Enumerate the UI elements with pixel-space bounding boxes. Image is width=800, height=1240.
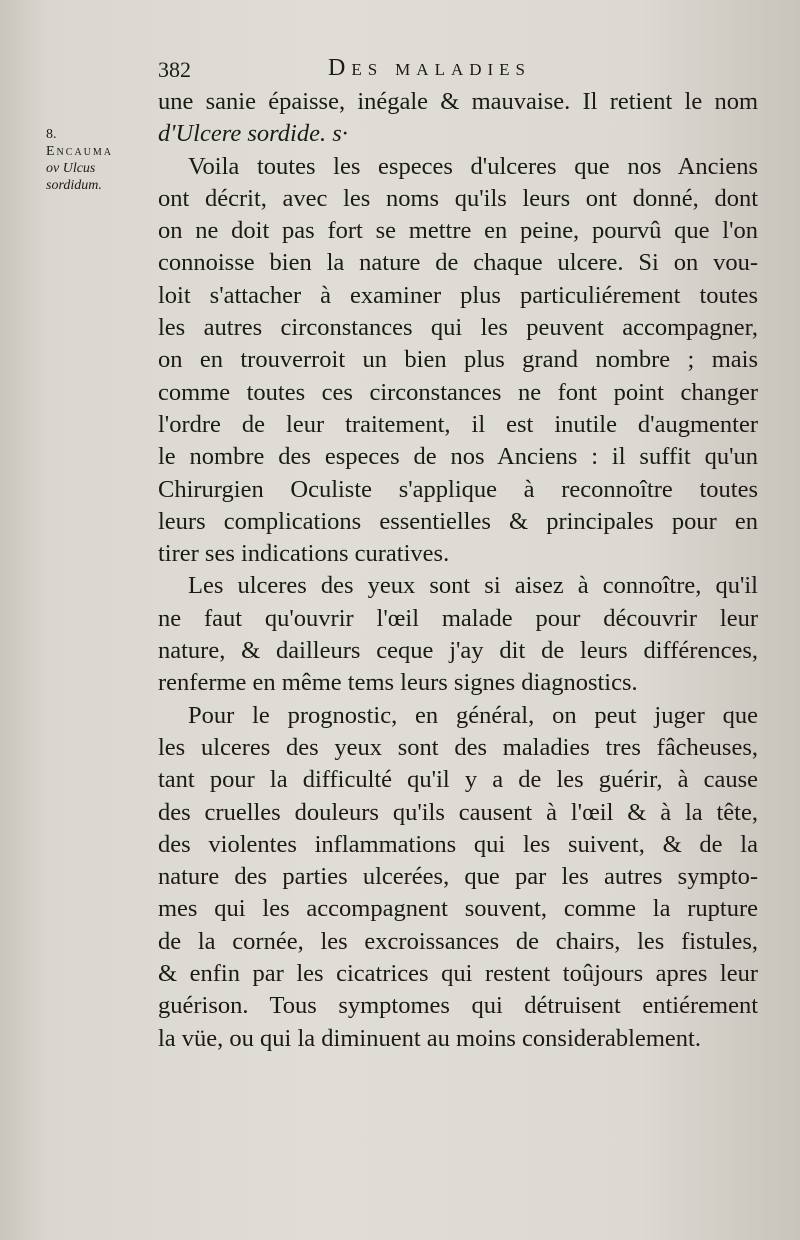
text-line: ont décrit, avec les noms qu'ils leurs ont donné, dont [158,184,758,212]
text-line: les autres circonstances qui les peuvent accompagner, [158,314,758,342]
margin-note-term: Encauma [46,144,113,159]
running-title: Des maladies [328,55,532,81]
text-line: des violentes inflammations qui les suivent, & de la [158,830,758,858]
text-line: l'ordre de leur traitement, il est inutile d'augmenter [158,410,758,438]
text-line: guérison. Tous symptomes qui détruisent entiérement [158,992,758,1020]
text-line: le nombre des especes de nos Anciens : il suffit qu'un [158,443,758,471]
text-line: les ulceres des yeux sont des maladies tres fâcheuses, [158,733,758,761]
text-line: & enfin par les cicatrices qui restent toûjours apres leur [158,960,758,988]
text-line: renferme en même tems leurs signes diagnostics. [158,669,638,697]
text-line: leurs complications essentielles & principales pour en [158,507,758,535]
text-line: loit s'attacher à examiner plus particuliérement toutes [158,281,758,309]
margin-note-latin-1: ov Ulcus [46,161,96,176]
text-line: connoisse bien la nature de chaque ulcere. Si on vou- [158,249,758,277]
paragraph-continuation [158,86,758,151]
paragraph [158,151,758,571]
body-text [158,86,758,1055]
text-line: comme toutes ces circonstances ne font point changer [158,378,758,406]
text-line: tirer ses indications curatives. [158,540,450,568]
text-line: mes qui les accompagnent souvent, comme la rupture [158,895,758,923]
text-line: nature, & dailleurs ceque j'ay dit de leurs différences, [158,637,758,665]
page-number: 382 [158,57,191,82]
text-line: des cruelles douleurs qu'ils causent à l'œil & à la tête, [158,798,758,826]
text-line: on en trouverroit un bien plus grand nombre ; mais [158,346,758,374]
margin-note [46,126,156,194]
margin-note-latin-2: sordidum. [46,178,102,193]
text-line: la vüe, ou qui la diminuent au moins considerablement. [158,1024,701,1052]
text-line: Les ulceres des yeux sont si aisez à connoître, qu'il [188,572,758,600]
text-line: nature des parties ulcerées, que par les autres sympto- [158,863,758,891]
paragraph [158,700,758,1055]
text-line: Chirurgien Oculiste s'applique à reconnoître toutes [158,475,758,503]
running-head [158,55,758,85]
text-line: tant pour la difficulté qu'il y a de les guérir, à cause [158,766,758,794]
text-line-italic [158,118,758,150]
text-line: Pour le prognostic, en général, on peut juger que [188,701,758,729]
italic-term: d'Ulcere sordide. s· [158,120,348,148]
text-line: Voila toutes les especes d'ulceres que nos Anciens [188,152,758,180]
text-line: on ne doit pas fort se mettre en peine, pourvû que l'on [158,217,758,245]
margin-note-number: 8. [46,127,57,142]
text-line: une sanie épaisse, inégale & mauvaise. Il retient le nom [158,88,758,115]
paragraph [158,570,758,699]
text-line: de la cornée, les excroissances de chairs, les fistules, [158,927,758,955]
text-line: ne faut qu'ouvrir l'œil malade pour découvrir leur [158,604,758,632]
